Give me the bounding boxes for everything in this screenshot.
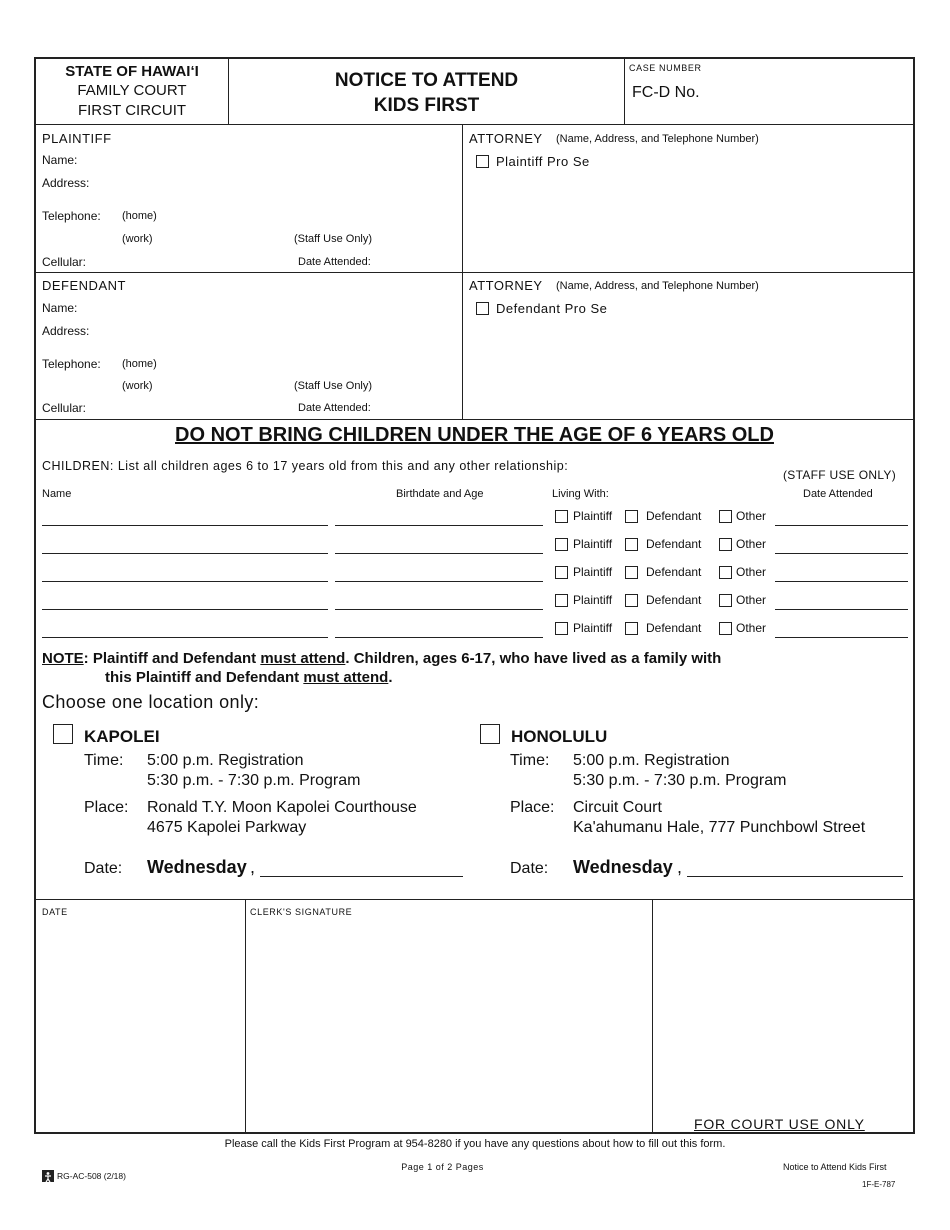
child-birthdate-field[interactable]: [335, 525, 543, 526]
child-date-attended-field[interactable]: [775, 637, 908, 638]
child-living-defendant-label: Defendant: [646, 565, 702, 579]
defendant-cellular-label: Cellular:: [42, 401, 87, 415]
defendant-attorney-heading: ATTORNEY: [469, 278, 543, 293]
honolulu-date-field[interactable]: [687, 876, 903, 877]
child-living-plaintiff-label: Plaintiff: [573, 593, 613, 607]
kapolei-place-1: Ronald T.Y. Moon Kapolei Courthouse: [147, 799, 417, 816]
child-living-other-label: Other: [736, 537, 767, 551]
divider: [35, 272, 914, 273]
honolulu-date-day: Wednesday: [573, 857, 673, 877]
child-living-defendant-checkbox[interactable]: [625, 538, 638, 551]
child-living-other-label: Other: [736, 593, 767, 607]
defendant-work-label: (work): [122, 380, 153, 392]
note-text-a: : Plaintiff and Defendant: [83, 650, 261, 667]
plaintiff-home-label: (home): [122, 210, 157, 222]
plaintiff-attorney-heading: ATTORNEY: [469, 131, 543, 146]
child-living-plaintiff-checkbox[interactable]: [555, 566, 568, 579]
child-living-plaintiff-checkbox[interactable]: [555, 622, 568, 635]
kapolei-date-comma: ,: [250, 857, 256, 877]
kapolei-time-label: Time:: [84, 752, 124, 769]
children-col-living: Living With:: [552, 488, 609, 500]
divider: [245, 900, 246, 1133]
plaintiff-telephone-label: Telephone:: [42, 209, 101, 223]
note-text-d: .: [388, 669, 393, 686]
defendant-attorney-note: (Name, Address, and Telephone Number): [556, 280, 759, 292]
child-living-defendant-label: Defendant: [646, 621, 702, 635]
kapolei-date-day: Wednesday: [147, 857, 247, 877]
court-use-label: FOR COURT USE ONLY: [694, 1116, 865, 1132]
child-living-defendant-label: Defendant: [646, 537, 702, 551]
plaintiff-attorney-note: (Name, Address, and Telephone Number): [556, 133, 759, 145]
date-field[interactable]: [37, 920, 244, 1130]
honolulu-place-2: Ka'ahumanu Hale, 777 Punchbowl Street: [573, 819, 866, 836]
plaintiff-heading: PLAINTIFF: [42, 131, 112, 146]
child-living-other-checkbox[interactable]: [719, 510, 732, 523]
child-name-field[interactable]: [42, 637, 328, 638]
child-living-other-label: Other: [736, 509, 767, 523]
date-label: DATE: [42, 907, 68, 917]
kapolei-name: KAPOLEI: [84, 727, 160, 746]
note-line1: [42, 650, 721, 667]
child-living-defendant-checkbox[interactable]: [625, 594, 638, 607]
case-number-field[interactable]: FC-D No.: [632, 84, 700, 101]
page-number: Page 1 of 2 Pages: [401, 1162, 484, 1172]
defendant-heading: DEFENDANT: [42, 278, 126, 293]
child-living-defendant-checkbox[interactable]: [625, 622, 638, 635]
honolulu-date-label: Date:: [510, 860, 549, 877]
form-title-line1: NOTICE TO ATTEND: [334, 70, 519, 91]
child-name-field[interactable]: [42, 581, 328, 582]
child-birthdate-field[interactable]: [335, 609, 543, 610]
circuit-name: FIRST CIRCUIT: [77, 102, 187, 119]
child-living-plaintiff-label: Plaintiff: [573, 565, 613, 579]
children-col-date-attended: Date Attended: [803, 488, 873, 500]
child-birthdate-field[interactable]: [335, 581, 543, 582]
divider: [35, 124, 914, 125]
child-birthdate-field[interactable]: [335, 553, 543, 554]
plaintiff-date-attended-label: Date Attended:: [298, 256, 371, 268]
child-living-plaintiff-checkbox[interactable]: [555, 538, 568, 551]
clerk-signature-field[interactable]: [247, 920, 651, 1130]
children-staff-use: (STAFF USE ONLY): [783, 468, 897, 482]
kapolei-time-1: 5:00 p.m. Registration: [147, 752, 304, 769]
note-must-attend-1: must attend: [260, 650, 346, 667]
child-living-plaintiff-checkbox[interactable]: [555, 594, 568, 607]
kapolei-checkbox[interactable]: [53, 724, 73, 744]
kapolei-date-label: Date:: [84, 860, 123, 877]
defendant-telephone-label: Telephone:: [42, 357, 101, 371]
child-birthdate-field[interactable]: [335, 637, 543, 638]
honolulu-time-1: 5:00 p.m. Registration: [573, 752, 730, 769]
plaintiff-cellular-label: Cellular:: [42, 255, 87, 269]
children-col-birthdate: Birthdate and Age: [396, 488, 484, 500]
child-living-defendant-label: Defendant: [646, 509, 702, 523]
divider: [624, 58, 625, 124]
honolulu-time-label: Time:: [510, 752, 550, 769]
note-text-b: . Children, ages 6-17, who have lived as a family with: [345, 650, 722, 667]
child-name-field[interactable]: [42, 609, 328, 610]
defendant-pro-se-label: Defendant Pro Se: [496, 301, 608, 316]
child-living-plaintiff-label: Plaintiff: [573, 621, 613, 635]
form-code: RG-AC-508 (2/18): [57, 1171, 126, 1181]
children-col-name: Name: [42, 488, 72, 500]
plaintiff-address-label: Address:: [42, 176, 90, 190]
plaintiff-pro-se-label: Plaintiff Pro Se: [496, 154, 590, 169]
defendant-name-label: Name:: [42, 301, 78, 315]
honolulu-name: HONOLULU: [511, 727, 608, 746]
help-text: Please call the Kids First Program at 954-8280 if you have any questions about how to fill out this form.: [224, 1138, 726, 1150]
clerk-signature-label: CLERK'S SIGNATURE: [250, 907, 353, 917]
child-living-other-checkbox[interactable]: [719, 622, 732, 635]
defendant-staff-use-label: (Staff Use Only): [294, 380, 373, 392]
honolulu-date-comma: ,: [677, 857, 683, 877]
child-living-defendant-checkbox[interactable]: [625, 510, 638, 523]
plaintiff-work-label: (work): [122, 233, 153, 245]
child-living-other-checkbox[interactable]: [719, 538, 732, 551]
note-must-attend-2: must attend: [303, 669, 389, 686]
divider: [35, 899, 914, 900]
kapolei-date-field[interactable]: [260, 876, 463, 877]
kapolei-place-2: 4675 Kapolei Parkway: [147, 819, 307, 836]
child-date-attended-field[interactable]: [775, 609, 908, 610]
note-line2: [105, 669, 393, 686]
child-living-plaintiff-label: Plaintiff: [573, 509, 613, 523]
child-living-other-checkbox[interactable]: [719, 566, 732, 579]
child-living-other-checkbox[interactable]: [719, 594, 732, 607]
state-name: STATE OF HAWAI‘I: [65, 63, 199, 80]
footer-form-title: Notice to Attend Kids First: [783, 1162, 887, 1172]
child-living-defendant-label: Defendant: [646, 593, 702, 607]
honolulu-time-2: 5:30 p.m. - 7:30 p.m. Program: [573, 772, 787, 789]
form-title-line2: KIDS FIRST: [373, 95, 480, 116]
defendant-home-label: (home): [122, 358, 157, 370]
child-name-field[interactable]: [42, 525, 328, 526]
plaintiff-name-label: Name:: [42, 153, 78, 167]
kapolei-time-2: 5:30 p.m. - 7:30 p.m. Program: [147, 772, 361, 789]
form-number: 1F-E-787: [862, 1180, 896, 1189]
child-living-other-label: Other: [736, 565, 767, 579]
child-date-attended-field[interactable]: [775, 525, 908, 526]
honolulu-place-1: Circuit Court: [573, 799, 662, 816]
divider: [35, 419, 914, 420]
child-date-attended-field[interactable]: [775, 553, 908, 554]
divider: [652, 900, 653, 1133]
kapolei-place-label: Place:: [84, 799, 129, 816]
note-word: NOTE: [42, 650, 84, 667]
note-text-c: this Plaintiff and Defendant: [105, 669, 304, 686]
child-living-plaintiff-label: Plaintiff: [573, 537, 613, 551]
choose-location: Choose one location only:: [42, 692, 260, 712]
child-name-field[interactable]: [42, 553, 328, 554]
plaintiff-pro-se-checkbox[interactable]: [476, 155, 489, 168]
defendant-date-attended-label: Date Attended:: [298, 402, 371, 414]
child-living-defendant-checkbox[interactable]: [625, 566, 638, 579]
plaintiff-staff-use-label: (Staff Use Only): [294, 233, 373, 245]
defendant-address-label: Address:: [42, 324, 90, 338]
defendant-pro-se-checkbox[interactable]: [476, 302, 489, 315]
child-date-attended-field[interactable]: [775, 581, 908, 582]
children-instruction: CHILDREN: List all children ages 6 to 17 years old from this and any other relationship:: [42, 459, 569, 473]
honolulu-place-label: Place:: [510, 799, 555, 816]
child-living-other-label: Other: [736, 621, 767, 635]
court-name: FAMILY COURT: [77, 82, 187, 99]
honolulu-checkbox[interactable]: [480, 724, 500, 744]
child-living-plaintiff-checkbox[interactable]: [555, 510, 568, 523]
age-warning: DO NOT BRING CHILDREN UNDER THE AGE OF 6 YEARS OLD: [175, 424, 774, 446]
case-number-label: CASE NUMBER: [629, 63, 702, 73]
